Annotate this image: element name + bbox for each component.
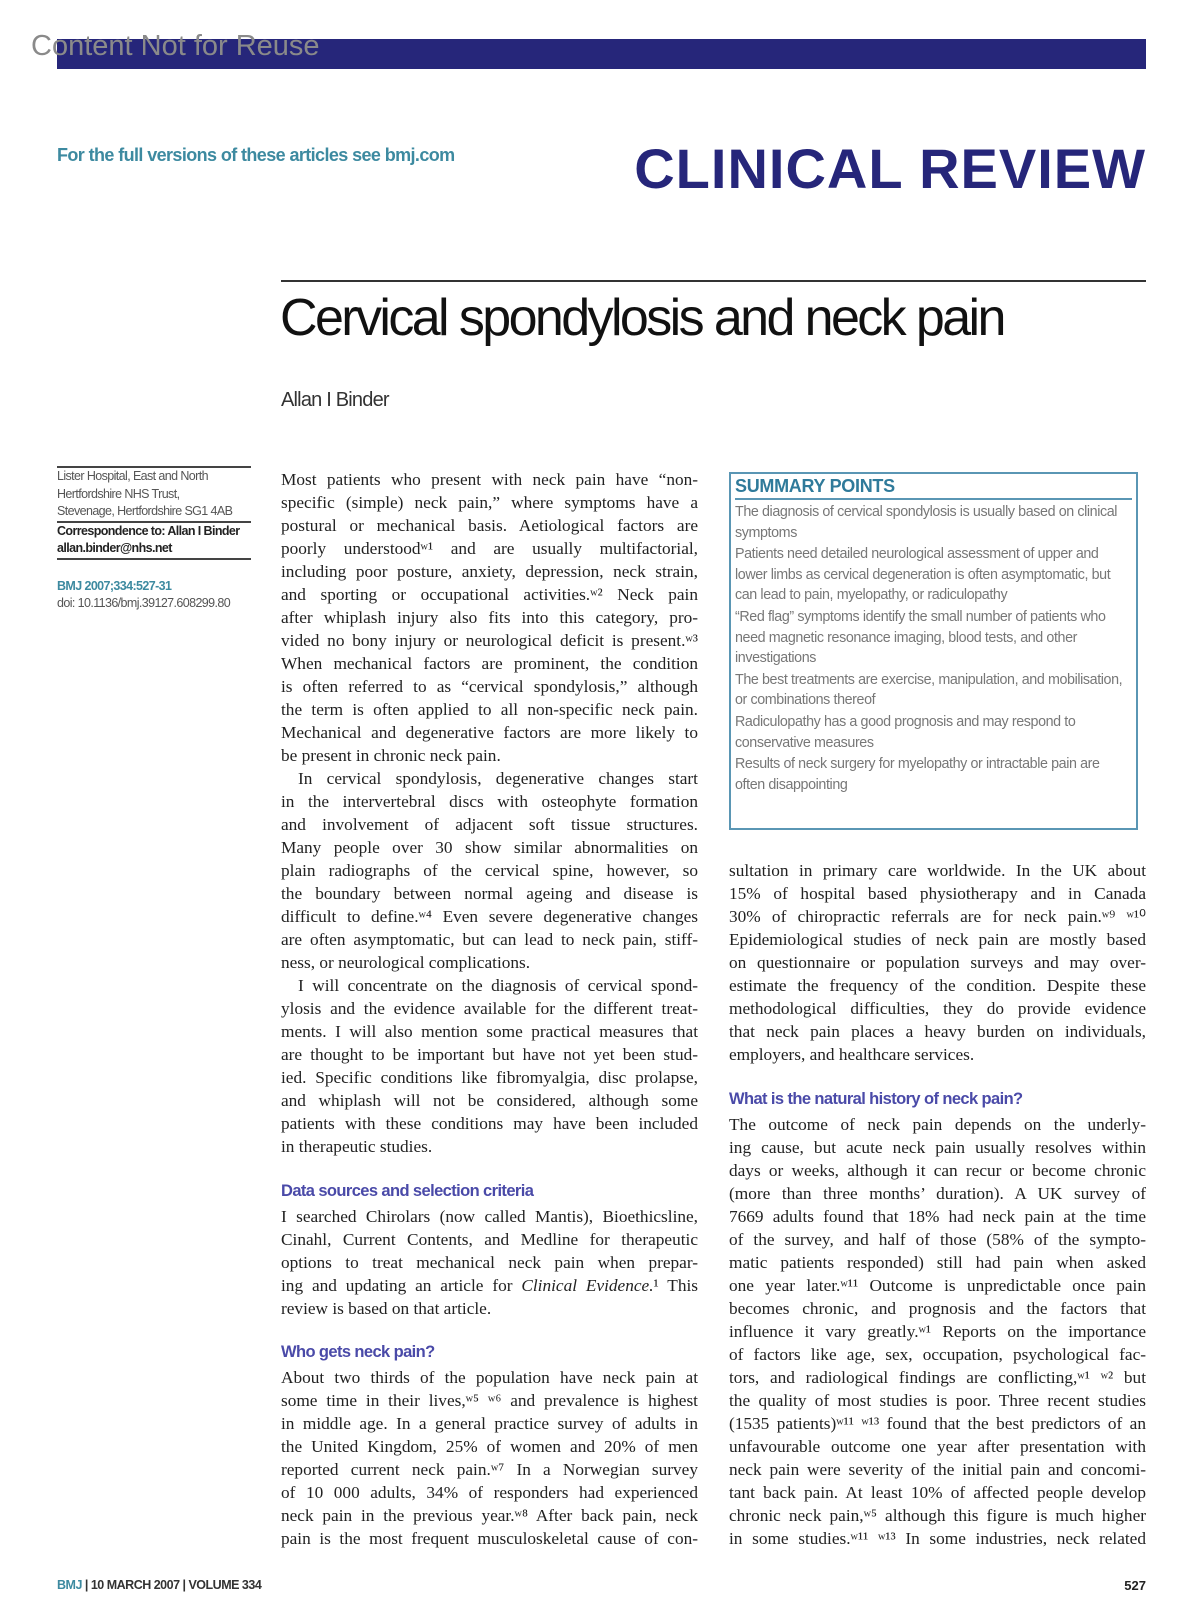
summary-point: Radiculopathy has a good prognosis and may respond to conservative measures xyxy=(735,713,1076,751)
affiliation-line: Lister Hospital, East and North xyxy=(57,469,208,483)
column-1-data-sources xyxy=(281,1205,698,1320)
column-1-who xyxy=(281,1366,698,1550)
text-line: the quality of most studies is poor. Three recent studies xyxy=(729,1391,1146,1410)
text-line: sultation in primary care worldwide. In the UK about xyxy=(729,861,1146,880)
text-line: employers, and healthcare services. xyxy=(729,1045,975,1064)
summary-point: The best treatments are exercise, manipulation, and mobilisation, or combinations thereof xyxy=(735,671,1123,709)
text-line: on questionnaire or population surveys and may over- xyxy=(729,953,1146,972)
summary-list xyxy=(735,502,1132,795)
text-line: estimate the frequency of the condition. Despite these xyxy=(729,976,1146,995)
text-line: that neck pain places a heavy burden on individuals, xyxy=(729,1022,1146,1041)
heading-natural-history: What is the natural history of neck pain? xyxy=(729,1090,1023,1108)
heading-data-sources: Data sources and selection criteria xyxy=(281,1182,534,1200)
text-line: of factors like age, sex, occupation, psychological fac- xyxy=(729,1345,1146,1364)
text-line: tors, and radiological findings are conflicting,ʷ¹ ʷ² but xyxy=(729,1368,1146,1387)
text-line: patients with these conditions may have been included xyxy=(281,1114,698,1133)
text-line: When mechanical factors are prominent, the condition xyxy=(281,654,698,673)
text-line xyxy=(281,1274,698,1297)
article-author: Allan I Binder xyxy=(281,389,389,411)
text-segment: ing and updating an article for xyxy=(281,1276,522,1295)
paragraph xyxy=(281,767,698,974)
text-line: poorly understoodʷ¹ and are usually multifactorial, xyxy=(281,539,698,558)
footer-issue xyxy=(57,1578,261,1592)
text-line: chronic neck pain,ʷ⁵ although this figure is much higher xyxy=(729,1506,1146,1525)
text-line: neck pain were severity of the initial pain and concomi- xyxy=(729,1460,1146,1479)
text-line: of 10 000 adults, 34% of responders had experienced xyxy=(281,1483,698,1502)
text-line: tant back pain. At least 10% of affected people develop xyxy=(729,1483,1146,1502)
text-line: unfavourable outcome one year after presentation with xyxy=(729,1437,1146,1456)
text-line: postural or mechanical basis. Aetiological factors are xyxy=(281,516,698,535)
text-line: neck pain in the previous year.ʷ⁸ After back pain, neck xyxy=(281,1506,698,1525)
paragraph xyxy=(281,1366,698,1550)
text-line: the term is often applied to all non-specific neck pain. xyxy=(281,700,698,719)
section-title: CLINICAL REVIEW xyxy=(634,137,1146,200)
paragraph xyxy=(281,468,698,767)
text-line: after whiplash injury also fits into this category, pro- xyxy=(281,608,698,627)
summary-point: “Red flag” symptoms identify the small number of patients who need magnetic resonance imaging, blood tests, and other investigations xyxy=(735,608,1106,667)
text-line: I will concentrate on the diagnosis of cervical spond- xyxy=(298,976,698,995)
text-line: I searched Chirolars (now called Mantis), Bioethicsline, xyxy=(281,1207,698,1226)
summary-point: The diagnosis of cervical spondylosis is usually based on clinical symptoms xyxy=(735,504,1118,541)
correspondence-label: Correspondence to: Allan I Binder xyxy=(57,523,240,538)
text-line: ments. I will also mention some practical measures that xyxy=(281,1022,698,1041)
text-line: In cervical spondylosis, degenerative changes start xyxy=(298,769,698,788)
text-line: (1535 patients)ʷ¹¹ ʷ¹³ found that the best predictors of an xyxy=(729,1414,1146,1433)
text-line: of the survey, and half of those (58% of the sympto- xyxy=(729,1230,1146,1249)
text-line: reported current neck pain.ʷ⁷ In a Norwegian survey xyxy=(281,1460,698,1479)
text-line: 30% of chiropractic referrals are for neck pain.ʷ⁹ ʷ¹⁰ xyxy=(729,907,1146,926)
text-line: some time in their lives,ʷ⁵ ʷ⁶ and prevalence is highest xyxy=(281,1391,698,1410)
summary-point: Patients need detailed neurological assessment of upper and lower limbs as cervical degeneration is often asymptomatic, but can lead to pain, myelopathy, or radiculopathy xyxy=(735,546,1111,604)
text-line: Epidemiological studies of neck pain are mostly based xyxy=(729,930,1146,949)
text-line: ness, or neurological complications. xyxy=(281,953,531,972)
text-segment: ¹ This xyxy=(653,1276,699,1295)
doi: doi: 10.1136/bmj.39127.608299.80 xyxy=(57,596,231,610)
text-line: Most patients who present with neck pain have “non- xyxy=(281,470,698,489)
footer-issue-text: | 10 MARCH 2007 | VOLUME 334 xyxy=(81,1578,262,1592)
clinical-evidence-title: Clinical Evidence. xyxy=(521,1276,654,1295)
text-line: the boundary between normal ageing and disease is xyxy=(281,884,698,903)
text-line: and sporting or occupational activities.ʷ² Neck pain xyxy=(281,585,698,604)
text-line: review is based on that article. xyxy=(281,1299,492,1318)
text-line: be present in chronic neck pain. xyxy=(281,746,501,765)
text-line: Many people over 30 show similar abnormalities on xyxy=(281,838,698,857)
text-line: is often referred to as “cervical spondylosis,” although xyxy=(281,677,698,696)
correspondence xyxy=(57,521,251,560)
text-line: including poor posture, anxiety, depression, neck strain, xyxy=(281,562,698,581)
text-line: becomes chronic, and prognosis and the factors that xyxy=(729,1299,1146,1318)
article-title: Cervical spondylosis and neck pain xyxy=(280,289,1004,347)
column-2-history xyxy=(729,1113,1146,1550)
text-line: matic patients responded) still had pain when asked xyxy=(729,1253,1146,1272)
text-line: 7669 adults found that 18% had neck pain at the time xyxy=(729,1207,1146,1226)
text-line: methodological difficulties, they do provide evidence xyxy=(729,999,1146,1018)
column-2-top xyxy=(729,859,1146,1066)
affiliation-line: Stevenage, Hertfordshire SG1 4AB xyxy=(57,504,233,518)
text-line: difficult to define.ʷ⁴ Even severe degenerative changes xyxy=(281,907,698,926)
paragraph xyxy=(729,1113,1146,1550)
text-line: 15% of hospital based physiotherapy and in Canada xyxy=(729,884,1146,903)
text-line: in some studies.ʷ¹¹ ʷ¹³ In some industries, neck related xyxy=(729,1529,1146,1548)
paragraph xyxy=(281,974,698,1158)
text-line: days or weeks, although it can recur or become chronic xyxy=(729,1161,1146,1180)
text-line: in the intervertebral discs with osteophyte formation xyxy=(281,792,698,811)
email-link[interactable]: allan.binder@nhs.net xyxy=(57,541,172,555)
text-line: plain radiographs of the cervical spine, however, so xyxy=(281,861,698,880)
text-line: options to treat mechanical neck pain when prepar- xyxy=(281,1253,698,1272)
page-number: 527 xyxy=(1124,1578,1146,1593)
text-line: pain is the most frequent musculoskeletal cause of con- xyxy=(281,1529,698,1548)
citation: BMJ 2007;334:527-31 xyxy=(57,578,172,593)
text-line: ylosis and the evidence available for the different treat- xyxy=(281,999,698,1018)
watermark: Content Not for Reuse xyxy=(31,30,320,62)
text-line: Cinahl, Current Contents, and Medline for therapeutic xyxy=(281,1230,698,1249)
paragraph xyxy=(281,1205,698,1274)
affiliation-line: Hertfordshire NHS Trust, xyxy=(57,486,180,501)
text-line: in middle age. In a general practice survey of adults in xyxy=(281,1414,698,1433)
text-line: and involvement of adjacent soft tissue structures. xyxy=(281,815,698,834)
heading-who-gets-neck-pain: Who gets neck pain? xyxy=(281,1343,435,1361)
text-line: and whiplash will not be considered, although some xyxy=(281,1091,698,1110)
summary-heading: SUMMARY POINTS xyxy=(735,476,1132,500)
text-line: About two thirds of the population have neck pain at xyxy=(281,1368,698,1387)
text-line: Mechanical and degenerative factors are more likely to xyxy=(281,723,698,742)
text-line: one year later.ʷ¹¹ Outcome is unpredictable once pain xyxy=(729,1276,1146,1295)
column-1-intro xyxy=(281,468,698,1158)
paragraph xyxy=(729,859,1146,1066)
title-rule xyxy=(281,280,1146,282)
text-line: ied. Specific conditions like fibromyalgia, disc prolapse, xyxy=(281,1068,698,1087)
text-line: are often asymptomatic, but can lead to neck pain, stiff- xyxy=(281,930,698,949)
text-line: vided no bony injury or neurological deficit is present.ʷ³ xyxy=(281,631,698,650)
text-line: in therapeutic studies. xyxy=(281,1137,433,1156)
footer-journal: BMJ xyxy=(57,1578,82,1592)
text-line: (more than three months’ duration). A UK survey of xyxy=(729,1184,1146,1203)
text-line: influence it vary greatly.ʷ¹ Reports on the importance xyxy=(729,1322,1146,1341)
summary-points-box xyxy=(729,472,1138,830)
text-line: are thought to be important but have not yet been stud- xyxy=(281,1045,698,1064)
full-versions-link[interactable]: For the full versions of these articles see bmj.com xyxy=(57,145,455,165)
author-info-sidebar xyxy=(57,466,251,613)
affiliation xyxy=(57,466,251,521)
text-line: The outcome of neck pain depends on the underly- xyxy=(729,1115,1146,1134)
text-line: ing cause, but acute neck pain usually resolves within xyxy=(729,1138,1146,1157)
text-line: specific (simple) neck pain,” where symptoms have a xyxy=(281,493,698,512)
text-line: the United Kingdom, 25% of women and 20% of men xyxy=(281,1437,698,1456)
summary-point: Results of neck surgery for myelopathy or intractable pain are often disappointing xyxy=(735,756,1100,793)
